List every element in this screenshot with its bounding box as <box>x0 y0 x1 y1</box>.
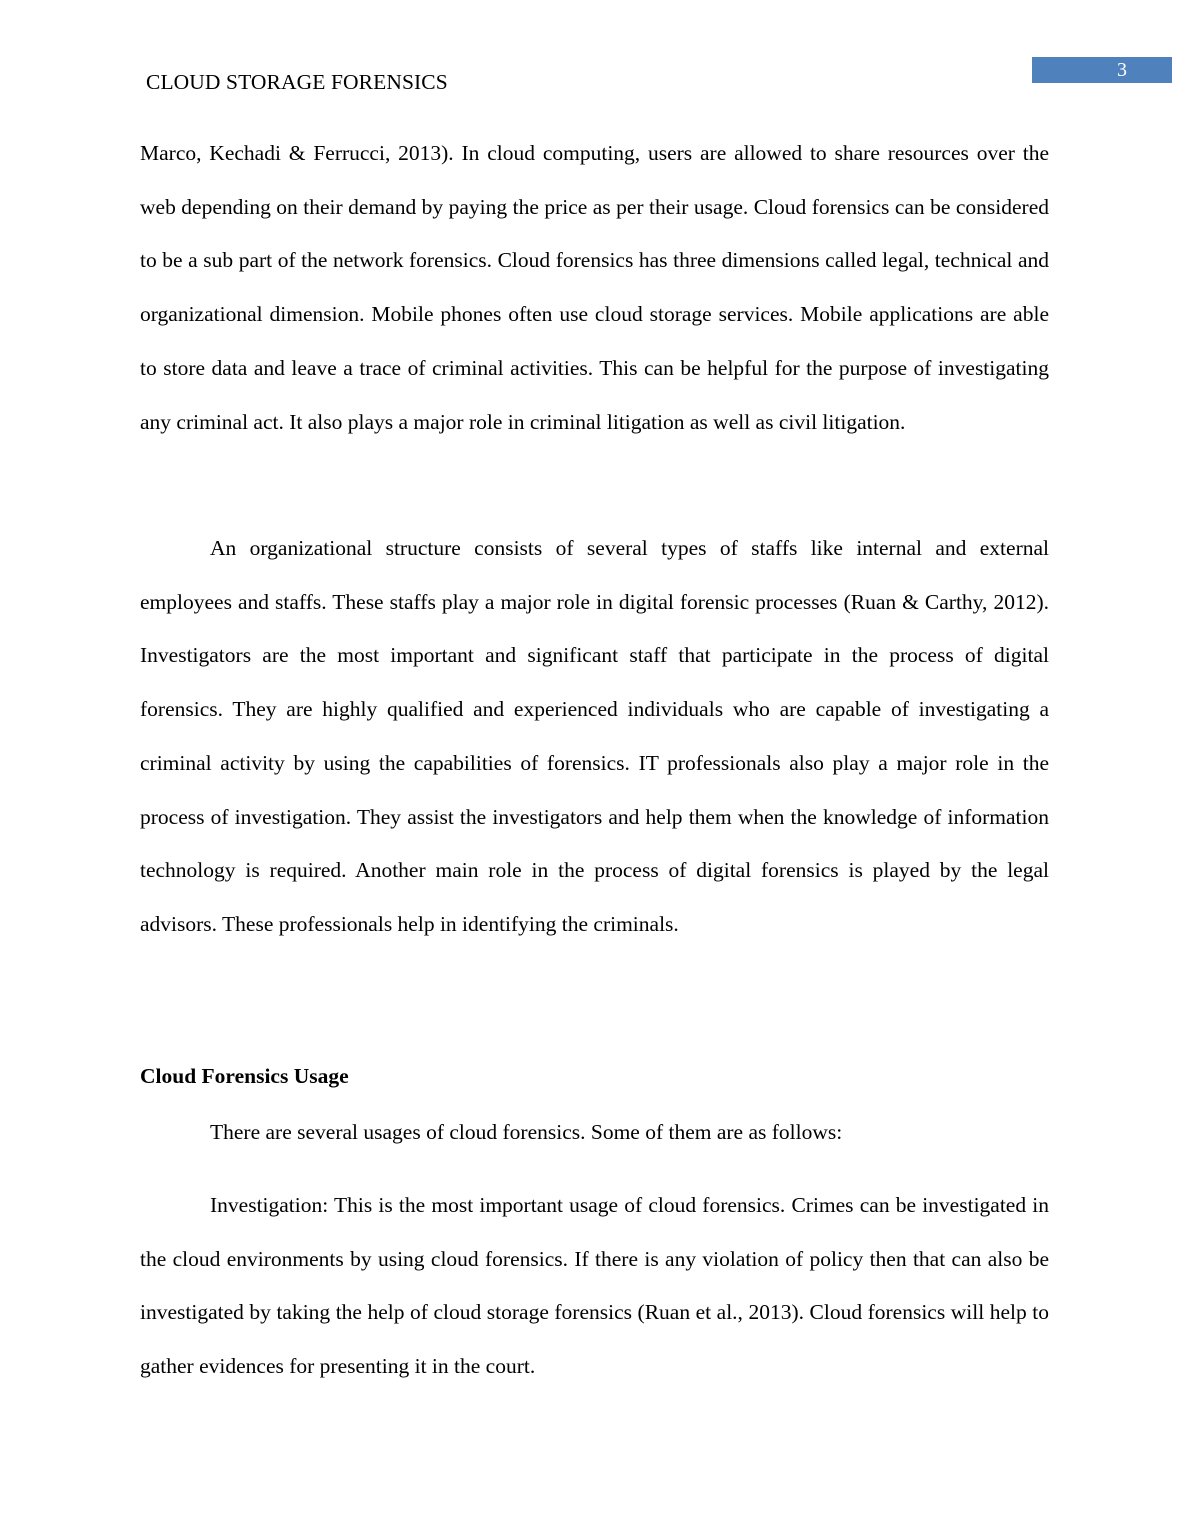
body-paragraph-2: An organizational structure consists of several types of staffs like internal and external employees and staffs. These staffs play a major role in digital forensic processes (Ruan & Carthy, 2012). Investigators are the most important and significant staff that participate in the process of digital forensics. They are highly qualified and experienced individuals who are capable of investigating a criminal activity by using the capabilities of forensics. IT professionals also play a major role in the process of investigation. They assist the investigators and help them when the knowledge of information technology is required. Another main role in the process of digital forensics is played by the legal advisors. These professionals help in identifying the criminals. <box>140 536 1049 936</box>
body-paragraph-4: Investigation: This is the most important usage of cloud forensics. Crimes can be investigated in the cloud environments by using cloud forensics. If there is any violation of policy then that can also be investigated by taking the help of cloud storage forensics (Ruan et al., 2013). Cloud forensics will help to gather evidences for presenting it in the court. <box>140 1193 1049 1379</box>
running-head: CLOUD STORAGE FORENSICS <box>146 70 448 94</box>
body-paragraph-1: Marco, Kechadi & Ferrucci, 2013). In cloud computing, users are allowed to share resources over the web depending on their demand by paying the price as per their usage. Cloud forensics can be considered to be a sub part of the network forensics. Cloud forensics has three dimensions called legal, technical and organizational dimension. Mobile phones often use cloud storage services. Mobile applications are able to store data and leave a trace of criminal activities. This can be helpful for the purpose of investigating any criminal act. It also plays a major role in criminal litigation as well as civil litigation. <box>140 141 1049 434</box>
body-paragraph-3: There are several usages of cloud forensics. Some of them are as follows: <box>210 1120 843 1144</box>
page-number: 3 <box>1032 57 1172 83</box>
section-heading: Cloud Forensics Usage <box>140 1064 349 1088</box>
